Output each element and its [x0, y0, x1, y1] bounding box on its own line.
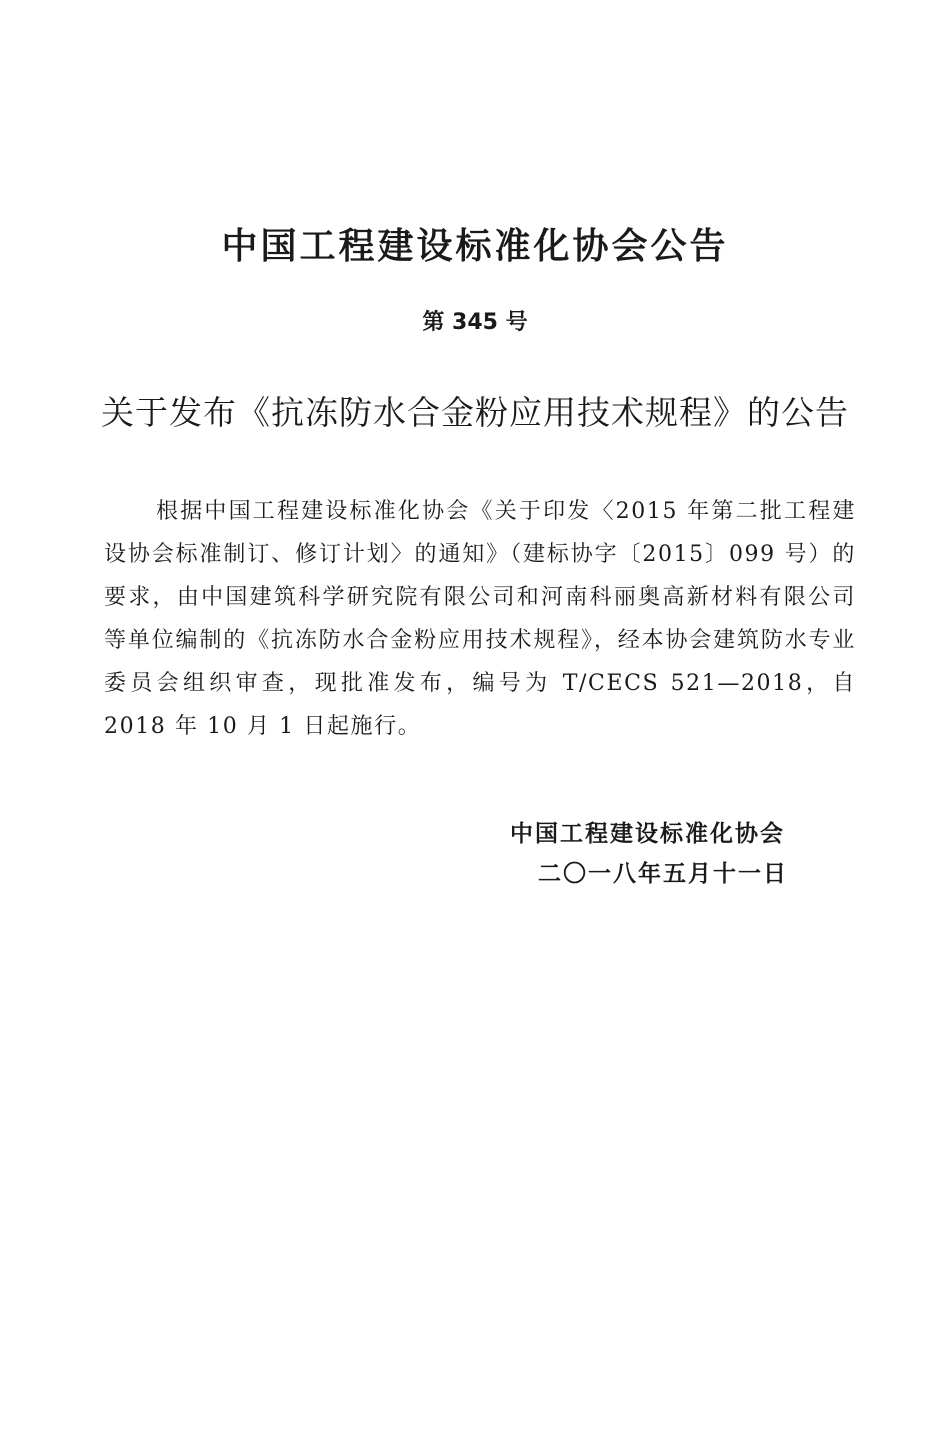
announcement-number: 第 345 号 [422, 310, 528, 335]
document-title: 中国工程建设标准化协会公告 [221, 226, 729, 267]
signature-block [510, 814, 810, 894]
announcement-subject: 关于发布《抗冻防水合金粉应用技术规程》的公告 [101, 393, 849, 432]
signature-date: 二〇一八年五月十一日 [538, 861, 788, 887]
announcement-body: 根据中国工程建设标准化协会《关于印发〈2015 年第二批工程建设协会标准制订、修订计划〉的通知》（建标协字〔2015〕099 号）的要求，由中国建筑科学研究院有限公司和河南科丽奥高新材料有限公司等单位编制的《抗冻防水合金粉应用技术规程》，经本协会建筑防水专业委员会组织审查，现批准发布，编号为 T/CECS 521—2018，自 2018 年 10 月 1 日起施行。 [104, 499, 856, 739]
signature-organization: 中国工程建设标准化协会 [510, 821, 785, 847]
